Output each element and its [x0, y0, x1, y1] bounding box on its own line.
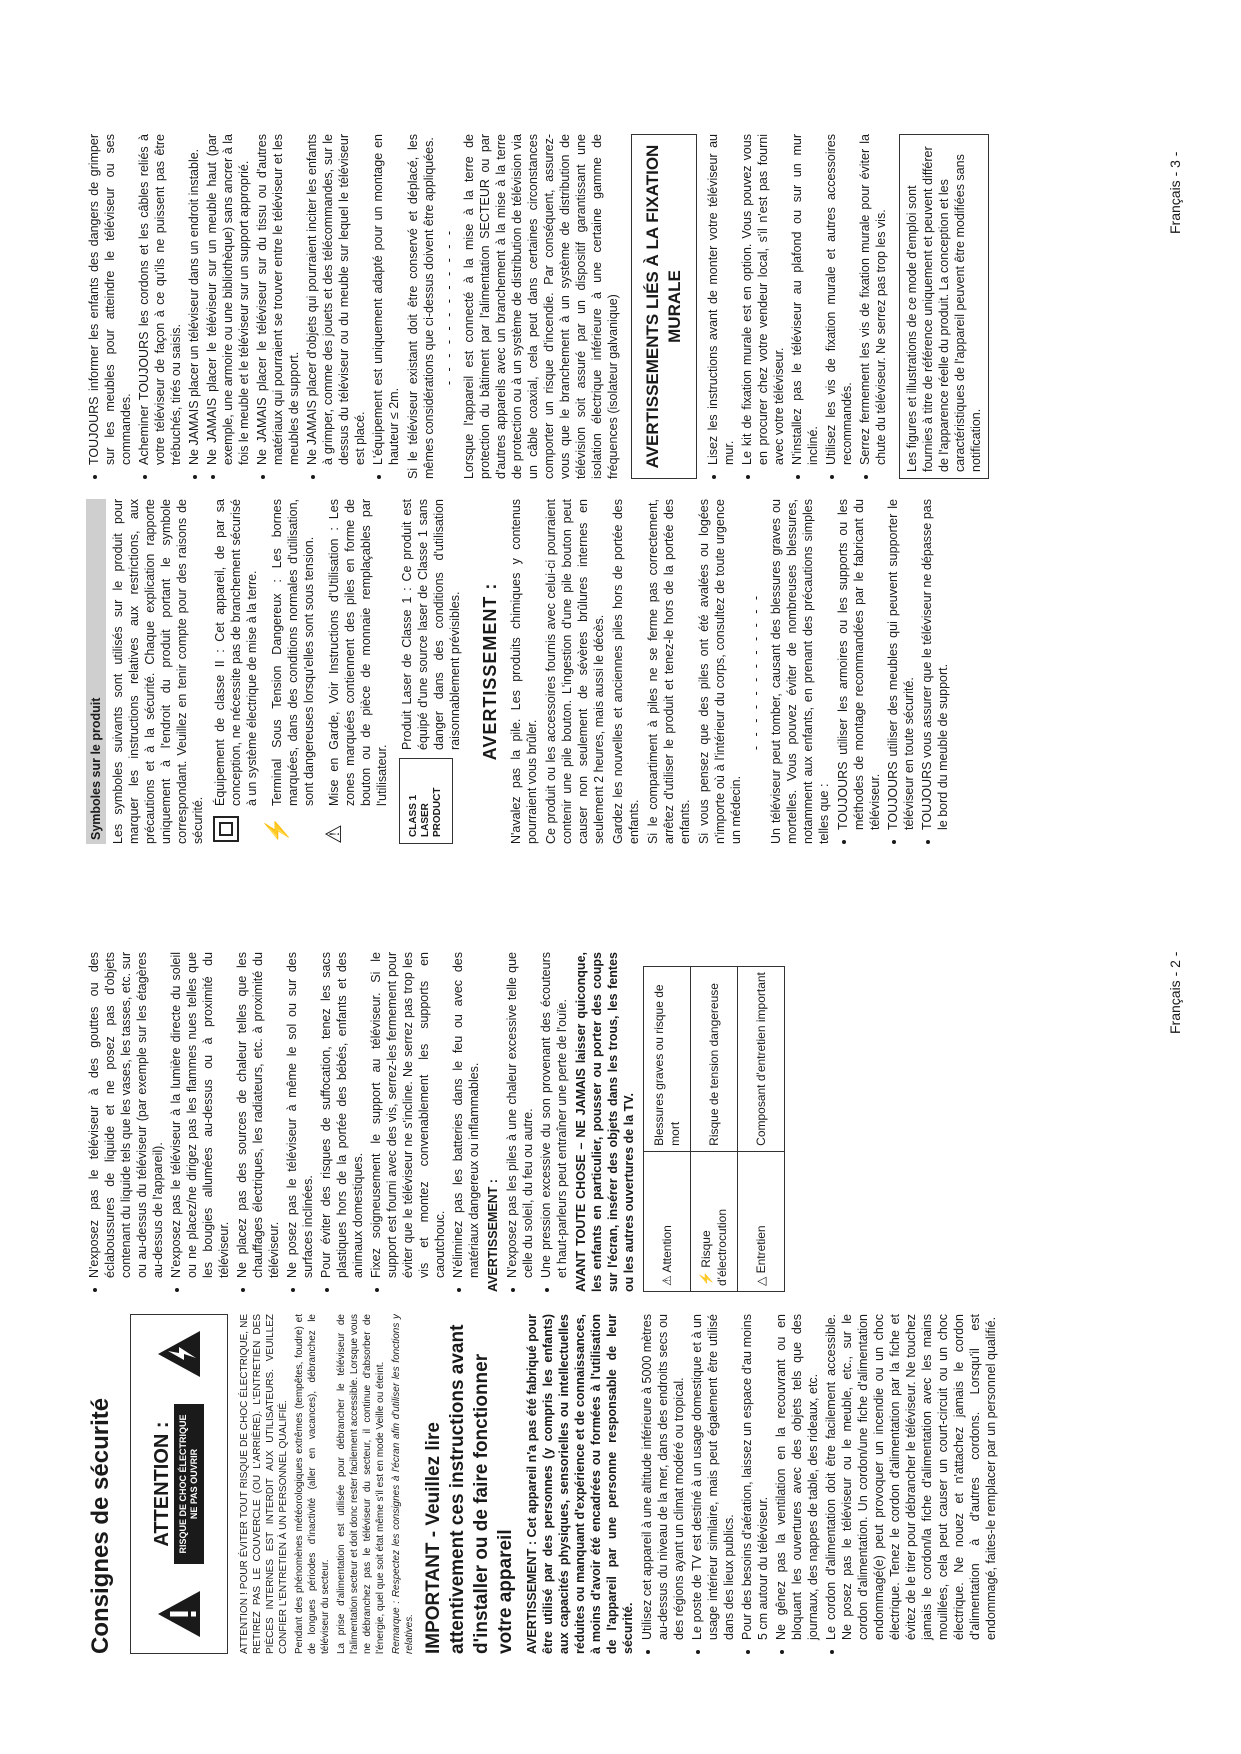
table-cell: Blessures graves ou risque de mort — [644, 966, 691, 1151]
symbol-row: ⚡ Terminal Sous Tension Dangereux : Les bornes marquées, dans des conditions normales d'utilisation, sont dangereuses lorsqu'elles sont sous tension. — [264, 499, 316, 844]
table-cell: Composant d'entretien important — [738, 966, 785, 1151]
attention-text: ATTENTION ! POUR ÉVITER TOUT RISQUE DE CHOC ÉLECTRIQUE, NE RETIREZ PAS LE COUVERCLE (OU L'ARRIÈRE). L'ENTRETIEN DES PIÈCES INTERNES EST INTERDIT AUX UTILISATEURS. VEUILLEZ CONFIER L'ENTRETIEN À UN PERSONNEL QUALIFIÉ. — [239, 1314, 289, 1654]
list-item: • N'installez pas le téléviseur au plafond ou sur un mur incliné. — [789, 134, 821, 465]
symbols-heading: Symboles sur le produit — [86, 499, 106, 844]
list-item: • Ne JAMAIS placer le téléviseur sur un meuble haut (par exemple, une armoire ou une bibliothèque) sans ancrer à la fois le meuble et le téléviseur sur un support approprié. — [204, 134, 252, 465]
paragraph: Gardez les nouvelles et anciennes piles hors de portée des enfants. — [611, 499, 641, 844]
col1-list — [639, 1314, 999, 1654]
page-footer: Français - 2 - — [1167, 951, 1183, 1034]
list-item: • Acheminer TOUJOURS les cordons et les câbles reliés à votre téléviseur de façon à ce qu'ils ne puissent pas être trébuchés, tirés ou saisis. — [136, 134, 184, 465]
col2-list2 — [504, 952, 570, 1292]
dashed-divider: - - - - - - - - - - - - — [749, 592, 763, 751]
list-item: • Utilisez les vis de fixation murale et autres accessoires recommandés. — [823, 134, 855, 465]
note-box: Les figures et illustrations de ce mode d'emploi sont fournies à titre de référence uniquement et peuvent différer de l'apparence réelle du produit. La conception et les caractéristiques de l'appareil peuvent être modifiées sans notification. — [899, 134, 989, 479]
warning-heading: AVERTISSEMENT : — [480, 582, 500, 761]
list-item: • Ne posez pas le téléviseur à même le sol ou sur des surfaces inclinées. — [284, 952, 316, 1278]
list-item: • TOUJOURS utiliser les armoires ou les supports ou les méthodes de montage recommandées par le fabricant du téléviseur. — [835, 499, 883, 830]
symbol-table — [643, 966, 785, 1292]
page-2 — [0, 874, 1241, 1754]
list-item: • Pour éviter des risques de suffocation, tenez les sacs plastiques hors de la portée des bébés, enfants et des animaux domestiques. — [318, 952, 366, 1278]
lightning-icon — [156, 1329, 202, 1379]
table-cell: ⚠ Attention — [644, 1151, 691, 1291]
list-item: • N'exposez pas les piles à une chaleur excessive telle que celle du soleil, du feu ou autre. — [504, 952, 536, 1278]
page3-col1 — [86, 499, 1145, 844]
list-item: • N'exposez pas le téléviseur à des gouttes ou des éclaboussures de liquide et ne posez pas d'objets contenant du liquide tels que les vases, les tasses, etc. sur ou au-dessus du téléviseur (par exemple sur les étagères au-dessus de l'appareil). — [86, 952, 166, 1278]
col2-list — [86, 952, 482, 1292]
page-title: Consignes de sécurité — [87, 1397, 114, 1654]
important-heading: IMPORTANT - Veuillez lire attentivement ces instructions avant d'installer ou de faire fonctionner votre appareil — [423, 1324, 516, 1654]
paragraph: Ce produit ou les accessoires fournis avec celui-ci pourraient contenir une pile bouton. L'ingestion d'une pile bouton peut causer non seulement de sévères brûlures internes en seulement 2 heures, mais aussi le décès. — [544, 499, 606, 844]
page2-col2 — [86, 952, 1145, 1292]
warning-icon — [156, 1589, 202, 1639]
caution-book-icon: ⚠ — [321, 824, 346, 844]
paragraph: Lorsque l'appareil est connecté à la mise à la terre de protection du bâtiment par l'alimentation SECTEUR ou par d'autres appareils avec un branchement à la mise à la terre de protection ou à un système de distribution de télévision via un câble coaxial, cela peut dans certaines circonstances comporter un risque d'incendie. Par conséquent, assurez-vous que le branchement à un système de distribution de télévision soit assuré par un dispositif garantissant une isolation électrique inférieure à une certaine gamme de fréquences (isolateur galvanique) — [462, 134, 620, 479]
table-row — [691, 966, 738, 1291]
list-item: • Le kit de fixation murale est en option. Vous pouvez vous en procurer chez votre vendeur local, s'il n'est pas fourni avec votre téléviseur. — [739, 134, 787, 465]
remark: Remarque : Respectez les consignes à l'écran afin d'utiliser les fonctions y relatives. — [391, 1314, 415, 1654]
weather-paragraph: Pendant des phénomènes météorologiques extrêmes (tempêtes, foudre) et de longues périodes d'inactivité (aller en vacances), débranchez le téléviseur du secteur. — [294, 1314, 331, 1654]
symbol-row: CLASS 1 LASER PRODUCT Produit Laser de Classe 1 : Ce produit est équipé d'une source laser de Classe 1 sans danger dans des conditions d'utilisation raisonnablement prévisibles. — [399, 499, 466, 844]
paragraph: Si le compartiment à piles ne se ferme pas correctement, arrêtez d'utiliser le produit et tenez-le hors de la portée des enfants. — [646, 499, 692, 844]
list-item: • Le poste de TV est destiné à un usage domestique et à un usage intérieur similaire, mais peut également être utilisé dans des lieux publics. — [689, 1314, 737, 1640]
page2-col1 — [86, 1314, 1145, 1654]
list-item: • Ne JAMAIS placer un téléviseur dans un endroit instable. — [186, 134, 202, 465]
page-footer: Français - 3 - — [1167, 151, 1183, 234]
table-cell: Risque de tension dangereuse — [691, 966, 738, 1151]
attention-box — [130, 1314, 228, 1654]
table-row — [738, 966, 785, 1291]
col3-list — [835, 499, 951, 844]
list-item: • Ne JAMAIS placer le téléviseur sur du tissu ou d'autres matériaux qui pourraient se trouver entre le téléviseur et les meubles de support. — [254, 134, 302, 465]
attention-title: ATTENTION : — [151, 1421, 173, 1547]
list-item: • L'équipement est uniquement adapté pour un montage en hauteur ≤ 2m. — [370, 134, 402, 465]
list-item: • Une pression excessive du son provenant des écouteurs et haut-parleurs peut entraîner une perte de l'ouïe. — [538, 952, 570, 1278]
table-cell: ⚡ Risque d'électrocution — [691, 1151, 738, 1291]
warning-paragraph: AVERTISSEMENT : Cet appareil n'a pas été fabriqué pour être utilisé par des personnes (y compris les enfants) aux capacités physiques, sensorielles ou intellectuelles réduites ou manquant d'expérience et de connaissances, à moins d'avoir été encadrées ou formées à l'utilisation de l'appareil par une personne responsable de leur sécurité. — [525, 1314, 635, 1654]
paragraph: N'avalez pas la pile. Les produits chimiques y contenus pourraient vous brûler. — [509, 499, 539, 844]
list-item: • Ne gênez pas la ventilation en la recouvrant ou en bloquant les ouvertures avec des objets tels que des journaux, des nappes de table, des rideaux, etc. — [773, 1314, 821, 1640]
symbol-row: Équipement de classe II : Cet appareil, de par sa conception, ne nécessite pas de branchement sécurisé à un système électrique de mise à la terre. — [212, 499, 263, 844]
list-item: • Lisez les instructions avant de monter votre téléviseur au mur. — [705, 134, 737, 465]
wall-mount-heading: AVERTISSEMENTS LIÉS À LA FIXATION MURALE — [631, 134, 697, 479]
warning-icon: ⚠ — [660, 1275, 674, 1286]
caution-outline-icon: △ — [754, 1276, 768, 1286]
list-item: • Fixez soigneusement le support au téléviseur. Si le support est fourni avec des vis, serrez-les fermement pour éviter que le téléviseur ne s'incline. Ne serrez pas trop les vis et montez convenablement les supports en caoutchouc. — [368, 952, 448, 1278]
list-item: • Le cordon d'alimentation doit être facilement accessible. Ne posez pas le téléviseur ou le meuble, etc., sur le cordon d'alimentation. Un cordon/une fiche d'alimentation endommagé(e) peut provoquer un incendie ou un choc électrique. Tenez le cordon d'alimentation par la fiche et évitez de le tirer pour débrancher le téléviseur. Ne touchez jamais le cordon/la fiche d'alimentation avec les mains mouillées, cela peut causer un court-circuit ou un choc électrique. Ne nouez et n'attachez jamais le cordon d'alimentation à d'autres cordons. Lorsqu'il est endommagé, faites-le remplacer par un personnel qualifié. — [823, 1314, 999, 1640]
power-plug-paragraph: La prise d'alimentation est utilisée pour débrancher le téléviseur de l'alimentation secteur et doit donc rester facilement accessible. Lorsque vous ne débranchez pas le téléviseur du secteur, il continue d'absorber de l'énergie, quel que soit état même s'il est en mode Veille ou éteint. — [336, 1314, 386, 1654]
list-item: • N'exposez pas le téléviseur à la lumière directe du soleil ou ne placez/ne dirigez pas les flammes nues telles que les bougies allumées au-dessus ou à proximité du téléviseur. — [168, 952, 232, 1278]
list-item: • Utilisez cet appareil à une altitude inférieure à 5000 mètres au-dessus du niveau de la mer, dans des endroits secs ou des régions ayant un climat modéré ou tropical. — [639, 1314, 687, 1640]
col4-list — [86, 134, 402, 479]
list-item: • Ne JAMAIS placer d'objets qui pourraient inciter les enfants à grimper, comme des jouets et des télécommandes, sur le dessus du téléviseur ou du meuble sur lequel le téléviseur est placé. — [304, 134, 368, 465]
symbols-paragraph: Les symboles suivants sont utilisés sur le produit pour marquer les instructions relatives aux restrictions, aux précautions et à la sécurité. Chaque explication rapporte uniquement à l'endroit du produit portant le symbole correspondant. Veuillez en tenir compte pour des raisons de sécurité. — [111, 499, 205, 844]
table-row — [644, 966, 691, 1291]
wall-list — [705, 134, 889, 479]
list-item: • N'éliminez pas les batteries dans le feu ou avec des matériaux dangereux ou inflammables. — [450, 952, 482, 1278]
warning-title: AVERTISSEMENT : — [486, 1179, 500, 1292]
dashed-divider: - - - - - - - - - - - - — [442, 227, 456, 386]
list-item: • TOUJOURS vous assurer que le téléviseur ne dépasse pas le bord du meuble de support. — [919, 499, 951, 830]
list-item: • Pour des besoins d'aération, laissez un espace d'au moins 5 cm autour du téléviseur. — [739, 1314, 771, 1640]
symbol-row: ⚠ Mise en Garde, Voir Instructions d'Utilisation : Les zones marquées contiennent des piles en forme de bouton ou de pièce de monnaie remplaçables par l'utilisateur. — [321, 499, 389, 844]
list-item: • TOUJOURS informer les enfants des dangers de grimper sur les meubles pour atteindre le téléviseur ou ses commandes. — [86, 134, 134, 465]
page-3 — [0, 0, 1241, 874]
table-cell: △ Entretien — [738, 1151, 785, 1291]
double-square-icon — [212, 814, 240, 844]
paragraph: Un téléviseur peut tomber, causant des blessures graves ou mortelles. Vous pouvez éviter de nombreuses blessures, notamment aux enfants, en prenant des précautions simples telles que : — [769, 499, 831, 844]
lightning-bolt-icon: ⚡ — [264, 816, 289, 844]
attention-subtitle: RISQUE DE CHOC ÉLECTRIQUE NE PAS OUVRIR — [174, 1404, 204, 1564]
tv-warning: AVANT TOUTE CHOSE – NE JAMAIS laisser quiconque, les enfants en particulier, pousser ou porter des coups sur l'écran, insérer des objets dans les trous, les fentes ou les autres ouvertures de la TV. — [574, 952, 636, 1292]
laser-label: CLASS 1 LASER PRODUCT — [399, 758, 453, 844]
list-item: • Ne placez pas des sources de chaleur telles que les chauffages électriques, les radiateurs, etc. à proximité du téléviseur. — [234, 952, 282, 1278]
lightning-icon: ⚡ — [699, 1271, 713, 1286]
paragraph: Si vous pensez que des piles ont été avalées ou logées n'importe où à l'intérieur du corps, consultez de toute urgence un médecin. — [697, 499, 743, 844]
paragraph: Si le téléviseur existant doit être conservé et déplacé, les mêmes considérations que ci-dessus doivent être appliquées. — [406, 134, 436, 479]
list-item: • Serrez fermement les vis de fixation murale pour éviter la chute du téléviseur. Ne serrez pas trop les vis. — [857, 134, 889, 465]
page3-col2 — [86, 134, 1145, 479]
list-item: • TOUJOURS utiliser des meubles qui peuvent supporter le téléviseur en toute sécurité. — [885, 499, 917, 830]
